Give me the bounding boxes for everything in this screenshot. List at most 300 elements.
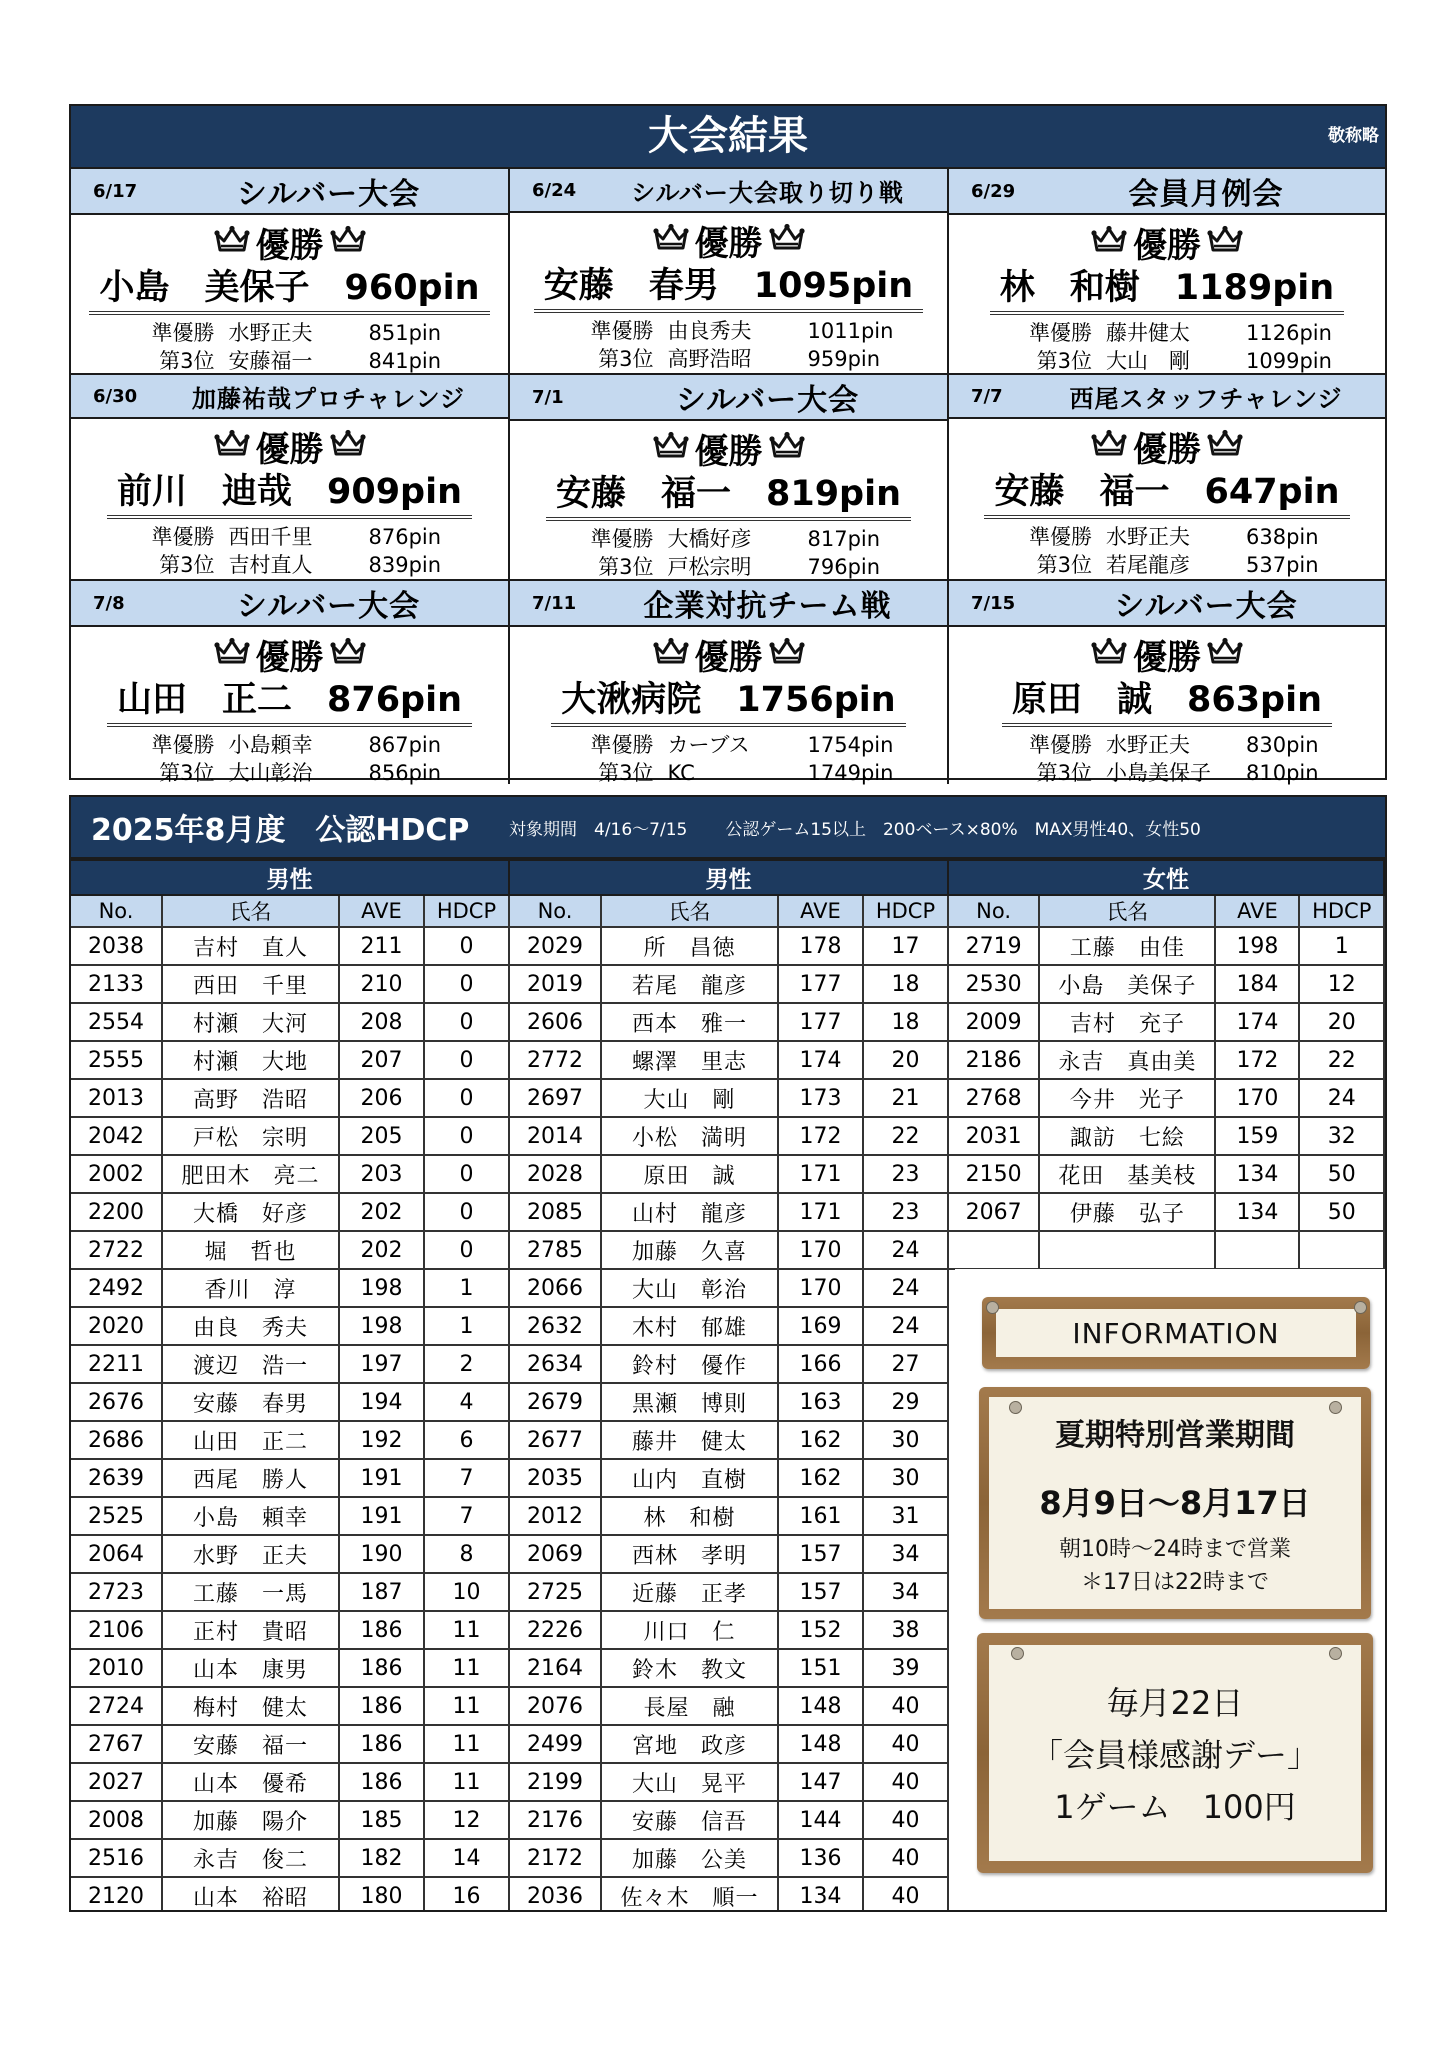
- information-sign: [982, 1297, 1370, 1369]
- column-header: AVE: [778, 895, 863, 927]
- average: 202: [339, 1231, 424, 1269]
- winner-heading: [214, 631, 366, 677]
- average: 182: [339, 1839, 424, 1877]
- event-name: シルバー大会: [675, 383, 860, 418]
- table-row: [948, 965, 1384, 1003]
- member-number: 2719: [948, 927, 1039, 965]
- member-number: 2069: [509, 1535, 601, 1573]
- table-row: [70, 1573, 509, 1611]
- table-row: [70, 1497, 509, 1535]
- group-header-row: [509, 860, 948, 895]
- member-number: 2211: [70, 1345, 162, 1383]
- handicap: 40: [863, 1877, 948, 1912]
- winner-name-score: 安藤 福一 647pin: [984, 469, 1349, 519]
- member-number: 2176: [509, 1801, 601, 1839]
- summer-hours-paper: [989, 1397, 1361, 1609]
- crown-icon: [1091, 429, 1127, 463]
- handicap: 23: [863, 1155, 948, 1193]
- event-body: [71, 419, 508, 579]
- third-place-name: 若尾龍彦: [1106, 553, 1190, 577]
- runner-up-line: [133, 523, 447, 551]
- table-row: [509, 1535, 948, 1573]
- third-place-label: 第3位: [598, 347, 654, 371]
- crown-icon: [330, 637, 366, 671]
- member-number: 2019: [509, 965, 601, 1003]
- summer-hours-time: 朝10時～24時まで営業: [1059, 1537, 1291, 1562]
- handicap: 24: [863, 1307, 948, 1345]
- member-number: 2164: [509, 1649, 601, 1687]
- pin-icon: [1009, 1401, 1022, 1414]
- handicap: 40: [863, 1687, 948, 1725]
- table-row: [509, 1193, 948, 1231]
- handicap: 7: [424, 1497, 509, 1535]
- table-row: [70, 1839, 509, 1877]
- member-number: 2632: [509, 1307, 601, 1345]
- results-row: [71, 581, 1385, 784]
- third-place-name: 戸松宗明: [667, 555, 752, 579]
- results-row: [71, 169, 1385, 375]
- column-header: No.: [70, 895, 162, 927]
- crown-icon: [214, 225, 250, 259]
- winner-heading: [1091, 219, 1243, 265]
- member-number: 2639: [70, 1459, 162, 1497]
- runner-up-line: [1010, 319, 1332, 347]
- event-card: [510, 581, 949, 784]
- third-place-score: 856pin: [368, 761, 442, 785]
- thanks-day-date: 毎月22日: [1106, 1684, 1244, 1722]
- table-row: [948, 1003, 1384, 1041]
- group-header: 男性: [70, 860, 509, 895]
- average: 171: [778, 1193, 863, 1231]
- third-place-score: 1099pin: [1246, 349, 1332, 373]
- handicap: 22: [1299, 1041, 1384, 1079]
- third-place-line: [572, 345, 886, 373]
- average: 162: [778, 1421, 863, 1459]
- member-number: 2677: [509, 1421, 601, 1459]
- average: 186: [339, 1687, 424, 1725]
- third-place-name: 小島美保子: [1106, 761, 1211, 785]
- winner-name-score: 原田 誠 863pin: [1002, 677, 1332, 727]
- summer-hours-dates: 8月9日～8月17日: [1039, 1484, 1311, 1522]
- average: 197: [339, 1345, 424, 1383]
- winner-heading: [653, 217, 805, 263]
- member-number: 2226: [509, 1611, 601, 1649]
- table-row: [509, 1383, 948, 1421]
- hdcp-table: [947, 859, 1385, 1270]
- table-row: [509, 1459, 948, 1497]
- member-number: 2676: [70, 1383, 162, 1421]
- handicap: 11: [424, 1649, 509, 1687]
- third-place-score: 1749pin: [807, 761, 894, 785]
- column-header-row: [70, 895, 509, 927]
- table-row: [70, 1877, 509, 1912]
- member-number: [948, 1231, 1039, 1269]
- member-name: 鈴村 優作: [601, 1345, 778, 1383]
- member-name: 花田 基美枝: [1039, 1155, 1215, 1193]
- winner-name-score: 小島 美保子 960pin: [89, 265, 489, 315]
- table-row: [70, 1345, 509, 1383]
- third-place-line: [133, 759, 447, 787]
- event-card: [510, 169, 949, 373]
- member-name: 山本 優希: [162, 1763, 339, 1801]
- crown-icon: [769, 223, 805, 257]
- event-name: 企業対抗チーム戦: [643, 589, 892, 624]
- member-name: 林 和樹: [601, 1497, 778, 1535]
- average: 180: [339, 1877, 424, 1912]
- table-row: [70, 1003, 509, 1041]
- handicap: 17: [863, 927, 948, 965]
- member-name: [1039, 1231, 1215, 1269]
- table-row: [509, 1649, 948, 1687]
- member-number: 2106: [70, 1611, 162, 1649]
- runner-up-name: 西田千里: [228, 525, 313, 549]
- member-number: 2031: [948, 1117, 1039, 1155]
- member-name: 山本 康男: [162, 1649, 339, 1687]
- event-name: シルバー大会: [1114, 589, 1298, 624]
- table-row: [509, 1877, 948, 1912]
- member-name: 工藤 由佳: [1039, 927, 1215, 965]
- member-number: 2686: [70, 1421, 162, 1459]
- event-body: [949, 215, 1385, 375]
- member-number: 2725: [509, 1573, 601, 1611]
- table-row: [70, 927, 509, 965]
- table-row: [70, 1155, 509, 1193]
- average: 203: [339, 1155, 424, 1193]
- member-number: 2723: [70, 1573, 162, 1611]
- event-header: [71, 375, 508, 419]
- crown-icon: [1091, 637, 1127, 671]
- column-header: 氏名: [601, 895, 778, 927]
- runner-up-line: [1010, 523, 1324, 551]
- event-body: [510, 213, 947, 373]
- table-row: [509, 1345, 948, 1383]
- crown-icon: [653, 431, 689, 465]
- member-name: 佐々木 順一: [601, 1877, 778, 1912]
- average: 177: [778, 1003, 863, 1041]
- runner-up-label: 準優勝: [151, 525, 215, 549]
- table-row: [509, 1611, 948, 1649]
- pin-icon: [1354, 1301, 1367, 1314]
- member-name: 黒瀬 博則: [601, 1383, 778, 1421]
- member-name: 梅村 健太: [162, 1687, 339, 1725]
- member-name: 戸松 宗明: [162, 1117, 339, 1155]
- member-name: 加藤 久喜: [601, 1231, 778, 1269]
- pin-icon: [1011, 1647, 1024, 1660]
- third-place-label: 第3位: [598, 761, 654, 785]
- event-header: [510, 375, 947, 421]
- winner-heading: [1091, 423, 1243, 469]
- third-place-name: 大山彰治: [228, 761, 313, 785]
- average: 190: [339, 1535, 424, 1573]
- average: 171: [778, 1155, 863, 1193]
- hdcp-banner: [71, 797, 1385, 859]
- average: 186: [339, 1649, 424, 1687]
- winner-name-score: 山田 正二 876pin: [107, 677, 472, 727]
- column-header: No.: [509, 895, 601, 927]
- event-date: 6/29: [971, 180, 1016, 202]
- average: 162: [778, 1459, 863, 1497]
- event-card: [949, 375, 1385, 579]
- table-row: [948, 1155, 1384, 1193]
- handicap: 0: [424, 965, 509, 1003]
- average: 186: [339, 1763, 424, 1801]
- winner-label: 優勝: [1133, 429, 1201, 470]
- handicap: 40: [863, 1763, 948, 1801]
- event-body: [949, 419, 1385, 579]
- event-header: [949, 169, 1385, 215]
- third-place-score: 810pin: [1246, 761, 1319, 785]
- handicap: 0: [424, 1041, 509, 1079]
- member-number: 2010: [70, 1649, 162, 1687]
- member-name: 安藤 春男: [162, 1383, 339, 1421]
- handicap: 24: [1299, 1079, 1384, 1117]
- group-header-row: [948, 860, 1384, 895]
- handicap: 0: [424, 1117, 509, 1155]
- group-header: 男性: [509, 860, 948, 895]
- member-number: 2492: [70, 1269, 162, 1307]
- average: 172: [1215, 1041, 1299, 1079]
- average: 157: [778, 1535, 863, 1573]
- member-name: 正村 貴昭: [162, 1611, 339, 1649]
- table-row: [70, 1763, 509, 1801]
- member-number: 2768: [948, 1079, 1039, 1117]
- results-row: [71, 375, 1385, 581]
- crown-icon: [330, 429, 366, 463]
- member-name: 大山 晃平: [601, 1763, 778, 1801]
- member-number: 2120: [70, 1877, 162, 1912]
- handicap: 31: [863, 1497, 948, 1535]
- event-body: [949, 627, 1385, 787]
- column-header: HDCP: [863, 895, 948, 927]
- member-number: 2172: [509, 1839, 601, 1877]
- winner-heading: [1091, 631, 1243, 677]
- handicap: 21: [863, 1079, 948, 1117]
- event-date: 7/7: [971, 385, 1003, 407]
- third-place-label: 第3位: [1036, 553, 1092, 577]
- third-place-label: 第3位: [1036, 349, 1092, 373]
- event-name: 加藤祐哉プロチャレンジ: [191, 384, 466, 413]
- runner-up-line: [133, 319, 447, 347]
- winner-heading: [653, 631, 805, 677]
- table-row: [509, 1231, 948, 1269]
- winner-name-score: 大湫病院 1756pin: [551, 677, 905, 727]
- handicap: 24: [863, 1269, 948, 1307]
- event-card: [71, 169, 510, 373]
- event-header: [510, 169, 947, 213]
- member-number: 2042: [70, 1117, 162, 1155]
- runner-up-line: [133, 731, 447, 759]
- table-row: [509, 1155, 948, 1193]
- table-row: [509, 927, 948, 965]
- third-place-line: [1010, 347, 1332, 375]
- event-card: [949, 169, 1385, 373]
- handicap: 20: [863, 1041, 948, 1079]
- third-place-name: 大山 剛: [1106, 349, 1190, 373]
- member-name: 大山 彰治: [601, 1269, 778, 1307]
- event-date: 7/11: [532, 592, 577, 614]
- hdcp-table: [69, 859, 510, 1912]
- event-date: 6/24: [532, 179, 577, 201]
- member-name: 吉村 直人: [162, 927, 339, 965]
- handicap: 18: [863, 965, 948, 1003]
- hdcp-table: [508, 859, 949, 1912]
- table-row: [948, 1079, 1384, 1117]
- member-number: 2029: [509, 927, 601, 965]
- handicap: 40: [863, 1725, 948, 1763]
- average: 198: [339, 1307, 424, 1345]
- table-row: [509, 1763, 948, 1801]
- winner-name-score: 前川 迪哉 909pin: [107, 469, 472, 519]
- winner-name-score: 安藤 福一 819pin: [546, 471, 911, 521]
- winner-name-score: 林 和樹 1189pin: [990, 265, 1344, 315]
- member-number: 2634: [509, 1345, 601, 1383]
- handicap: 30: [863, 1459, 948, 1497]
- table-row: [509, 1307, 948, 1345]
- event-name: 会員月例会: [1128, 177, 1284, 212]
- member-number: 2009: [948, 1003, 1039, 1041]
- table-row: [70, 1079, 509, 1117]
- group-header-row: [70, 860, 509, 895]
- average: 186: [339, 1611, 424, 1649]
- runner-up-label: 準優勝: [590, 733, 654, 757]
- crown-icon: [769, 637, 805, 671]
- handicap: 18: [863, 1003, 948, 1041]
- member-number: 2530: [948, 965, 1039, 1003]
- member-name: 山本 裕昭: [162, 1877, 339, 1912]
- average: 191: [339, 1459, 424, 1497]
- handicap: 10: [424, 1573, 509, 1611]
- average: 134: [778, 1877, 863, 1912]
- member-name: 永吉 真由美: [1039, 1041, 1215, 1079]
- table-row: [509, 1041, 948, 1079]
- runner-up-score: 1011pin: [807, 319, 894, 343]
- table-row: [70, 1535, 509, 1573]
- member-number: 2606: [509, 1003, 601, 1041]
- member-number: 2199: [509, 1763, 601, 1801]
- member-number: 2767: [70, 1725, 162, 1763]
- handicap: 11: [424, 1611, 509, 1649]
- member-number: 2554: [70, 1003, 162, 1041]
- member-name: 吉村 充子: [1039, 1003, 1215, 1041]
- handicap: 12: [424, 1801, 509, 1839]
- runner-up-score: 876pin: [368, 525, 442, 549]
- average: 170: [1215, 1079, 1299, 1117]
- handicap: 0: [424, 1003, 509, 1041]
- average: 185: [339, 1801, 424, 1839]
- event-name: シルバー大会: [236, 589, 421, 624]
- member-name: 小島 頼幸: [162, 1497, 339, 1535]
- column-header: AVE: [339, 895, 424, 927]
- handicap: 20: [1299, 1003, 1384, 1041]
- member-name: 小島 美保子: [1039, 965, 1215, 1003]
- average: 177: [778, 965, 863, 1003]
- event-date: 7/8: [93, 592, 125, 614]
- winner-label: 優勝: [255, 429, 324, 470]
- runner-up-label: 準優勝: [151, 321, 215, 345]
- information-label: INFORMATION: [996, 1309, 1356, 1357]
- winner-label: 優勝: [694, 223, 763, 264]
- runner-up-label: 準優勝: [590, 527, 654, 551]
- event-card: [71, 375, 510, 579]
- average: 174: [778, 1041, 863, 1079]
- average: 147: [778, 1763, 863, 1801]
- summer-hours-title: 夏期特別営業期間: [1055, 1418, 1295, 1453]
- event-date: 6/30: [93, 385, 138, 407]
- average: 173: [778, 1079, 863, 1117]
- handicap: 39: [863, 1649, 948, 1687]
- handicap: 4: [424, 1383, 509, 1421]
- handicap: 0: [424, 1193, 509, 1231]
- pin-icon: [1329, 1401, 1342, 1414]
- results-section: [69, 104, 1387, 785]
- event-body: [510, 627, 947, 787]
- winner-label: 優勝: [694, 637, 763, 678]
- event-name: シルバー大会: [236, 177, 421, 212]
- table-row: [70, 1041, 509, 1079]
- table-row: [509, 1269, 948, 1307]
- crown-icon: [1091, 225, 1127, 259]
- handicap: 22: [863, 1117, 948, 1155]
- member-name: 若尾 龍彦: [601, 965, 778, 1003]
- table-row: [509, 1687, 948, 1725]
- average: 163: [778, 1383, 863, 1421]
- member-number: 2076: [509, 1687, 601, 1725]
- third-place-score: 839pin: [368, 553, 442, 577]
- table-row: [70, 1231, 509, 1269]
- runner-up-score: 830pin: [1246, 733, 1319, 757]
- average: 207: [339, 1041, 424, 1079]
- average: 211: [339, 927, 424, 965]
- winner-label: 優勝: [1133, 225, 1201, 266]
- runner-up-label: 準優勝: [1029, 733, 1092, 757]
- member-number: 2036: [509, 1877, 601, 1912]
- crown-icon: [330, 225, 366, 259]
- average: 186: [339, 1725, 424, 1763]
- runner-up-score: 1754pin: [807, 733, 894, 757]
- runner-up-name: 大橋好彦: [667, 527, 752, 551]
- third-place-label: 第3位: [1036, 761, 1092, 785]
- winner-heading: [214, 423, 366, 469]
- column-header: 氏名: [1039, 895, 1215, 927]
- member-name: 大橋 好彦: [162, 1193, 339, 1231]
- third-place-label: 第3位: [159, 553, 215, 577]
- crown-icon: [1207, 429, 1243, 463]
- event-header: [949, 581, 1385, 627]
- column-header: HDCP: [424, 895, 509, 927]
- average: 208: [339, 1003, 424, 1041]
- handicap: 7: [424, 1459, 509, 1497]
- handicap: 40: [863, 1801, 948, 1839]
- event-card: [510, 375, 949, 579]
- handicap: 6: [424, 1421, 509, 1459]
- table-row: [70, 1611, 509, 1649]
- column-header: AVE: [1215, 895, 1299, 927]
- member-name: 鈴木 教文: [601, 1649, 778, 1687]
- member-name: 伊藤 弘子: [1039, 1193, 1215, 1231]
- event-header: [71, 169, 508, 215]
- column-header-row: [948, 895, 1384, 927]
- third-place-label: 第3位: [159, 761, 215, 785]
- information-area: [955, 1269, 1385, 1909]
- table-row: [70, 1193, 509, 1231]
- event-card: [949, 581, 1385, 784]
- table-row: [70, 1269, 509, 1307]
- runner-up-label: 準優勝: [1029, 321, 1092, 345]
- third-place-name: 安藤福一: [228, 349, 313, 373]
- winner-label: 優勝: [1133, 637, 1201, 678]
- member-name: 今井 光子: [1039, 1079, 1215, 1117]
- handicap: 16: [424, 1877, 509, 1912]
